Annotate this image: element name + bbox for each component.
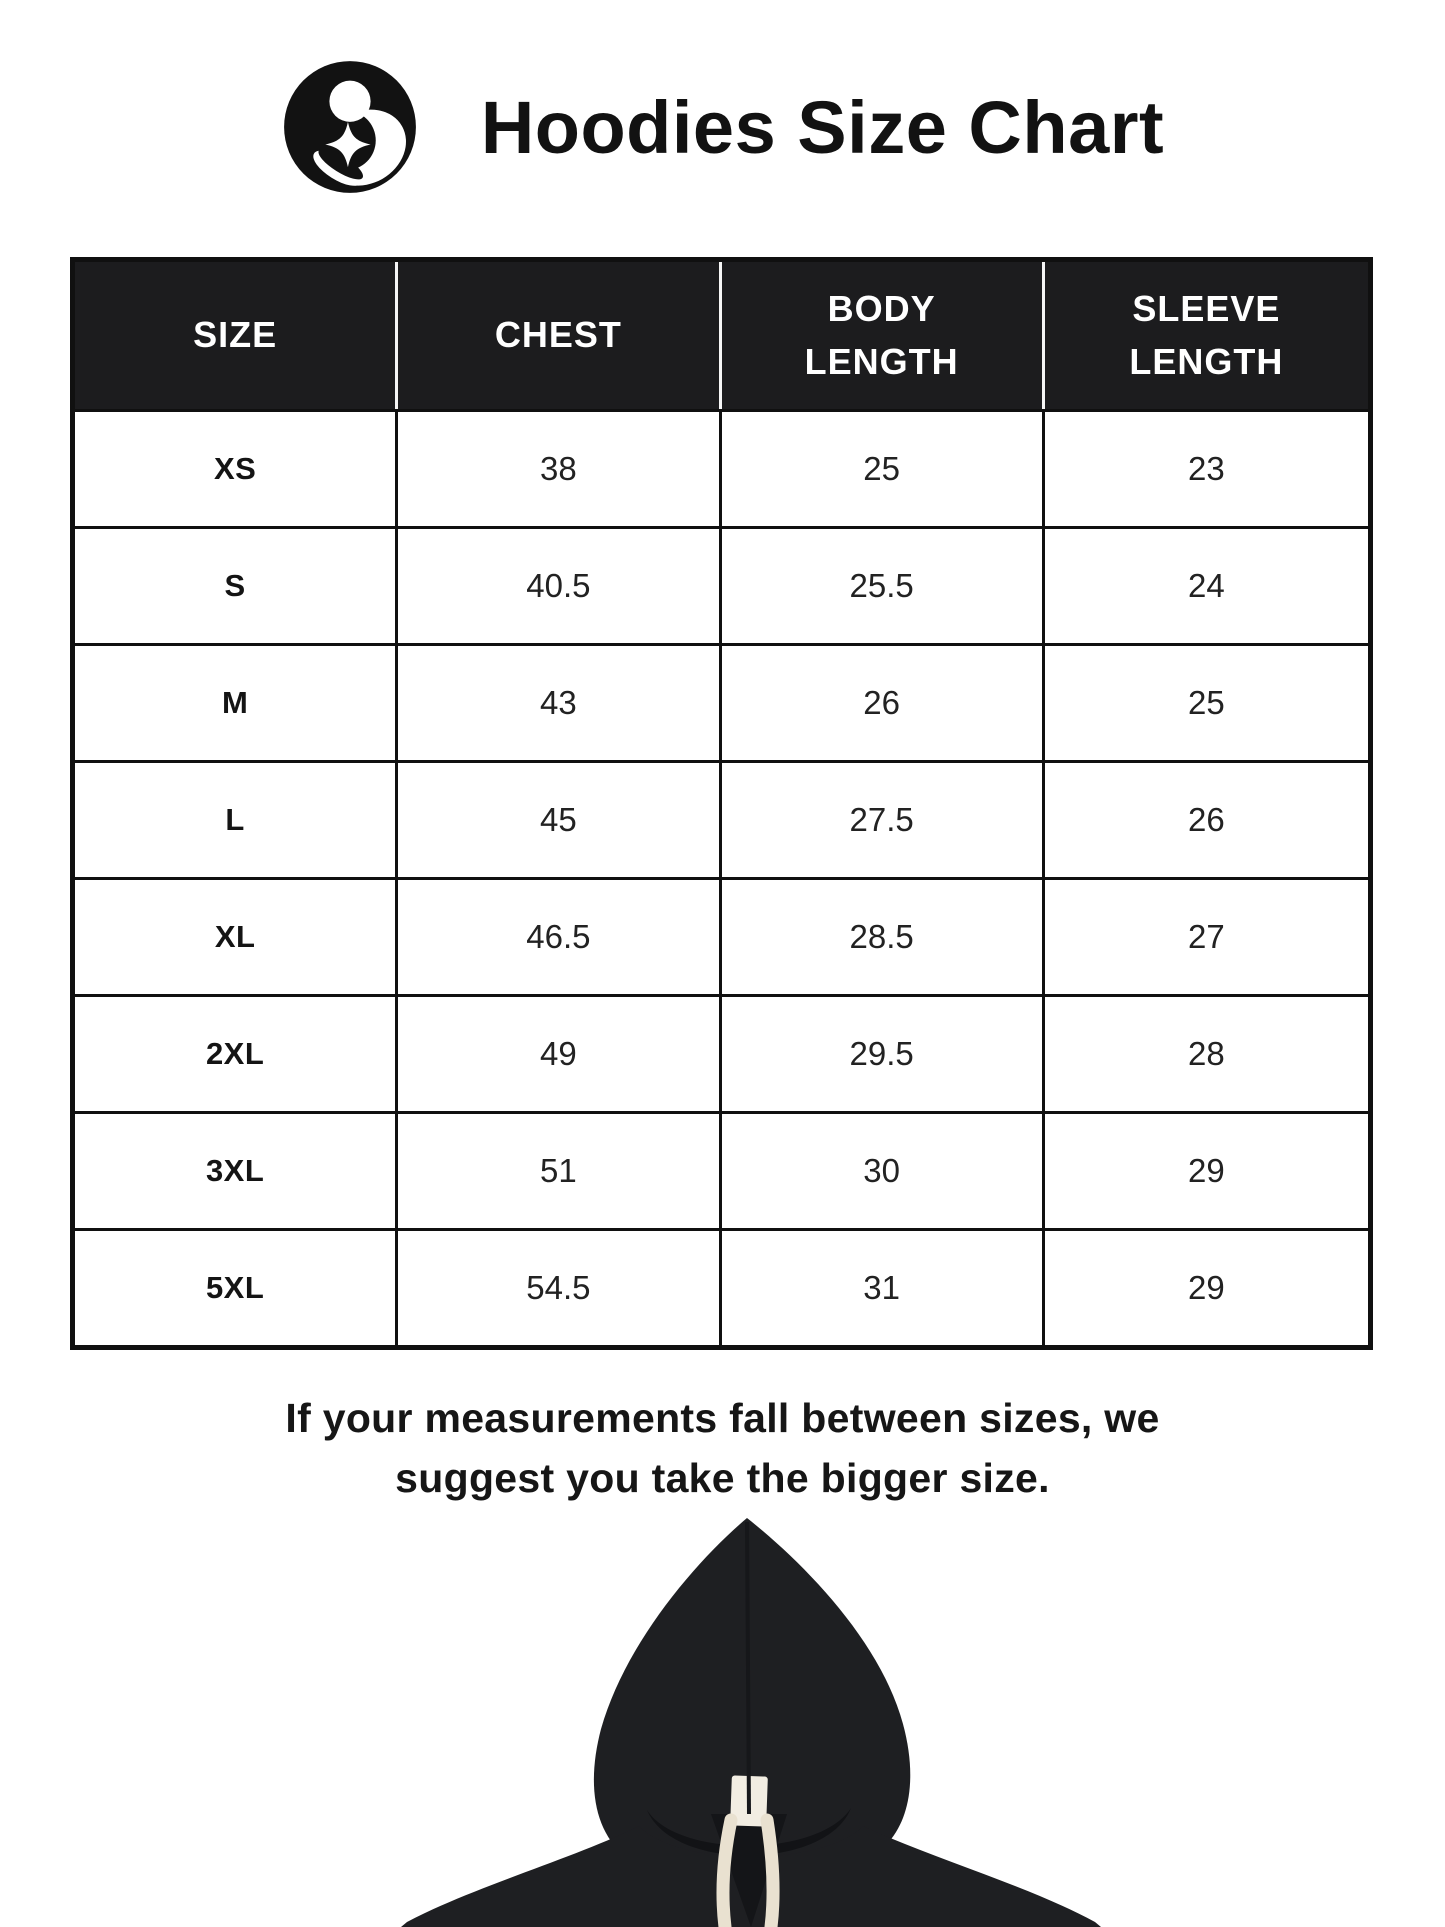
chest-value: 38: [398, 409, 721, 526]
size-label: XL: [75, 877, 398, 994]
column-header-chest: CHEST: [398, 262, 721, 409]
size-label: 3XL: [75, 1111, 398, 1228]
sleeve-length-value: 29: [1045, 1228, 1368, 1345]
chest-value: 46.5: [398, 877, 721, 994]
size-label: XS: [75, 409, 398, 526]
sleeve-length-value: 26: [1045, 760, 1368, 877]
sleeve-length-value: 23: [1045, 409, 1368, 526]
size-note-line-1: If your measurements fall between sizes, we: [285, 1395, 1160, 1441]
body-length-value: 29.5: [722, 994, 1045, 1111]
body-length-value: 26: [722, 643, 1045, 760]
hoodie-photo: [295, 1514, 1195, 1927]
sleeve-length-value: 28: [1045, 994, 1368, 1111]
body-length-value: 25.5: [722, 526, 1045, 643]
size-note-line-2: suggest you take the bigger size.: [395, 1455, 1050, 1501]
size-note: [0, 1388, 1445, 1508]
size-label: S: [75, 526, 398, 643]
chest-value: 43: [398, 643, 721, 760]
size-label: M: [75, 643, 398, 760]
chest-value: 51: [398, 1111, 721, 1228]
body-length-value: 31: [722, 1228, 1045, 1345]
column-header-size: SIZE: [75, 262, 398, 409]
sleeve-length-value: 25: [1045, 643, 1368, 760]
body-length-value: 28.5: [722, 877, 1045, 994]
sleeve-length-value: 29: [1045, 1111, 1368, 1228]
body-length-value: 30: [722, 1111, 1045, 1228]
column-header-sleeve-length: SLEEVE LENGTH: [1045, 262, 1368, 409]
body-length-value: 27.5: [722, 760, 1045, 877]
chest-value: 45: [398, 760, 721, 877]
chest-value: 54.5: [398, 1228, 721, 1345]
column-header-body-length: BODY LENGTH: [722, 262, 1045, 409]
size-label: 2XL: [75, 994, 398, 1111]
chest-value: 40.5: [398, 526, 721, 643]
sleeve-length-value: 24: [1045, 526, 1368, 643]
hoodie-image: [295, 1514, 1195, 1927]
body-length-value: 25: [722, 409, 1045, 526]
size-chart-table: [70, 257, 1373, 1350]
sleeve-length-value: 27: [1045, 877, 1368, 994]
size-label: L: [75, 760, 398, 877]
page-header: [0, 52, 1445, 202]
page-title: Hoodies Size Chart: [480, 85, 1165, 169]
chest-value: 49: [398, 994, 721, 1111]
brand-logo-icon: [281, 58, 419, 196]
size-label: 5XL: [75, 1228, 398, 1345]
